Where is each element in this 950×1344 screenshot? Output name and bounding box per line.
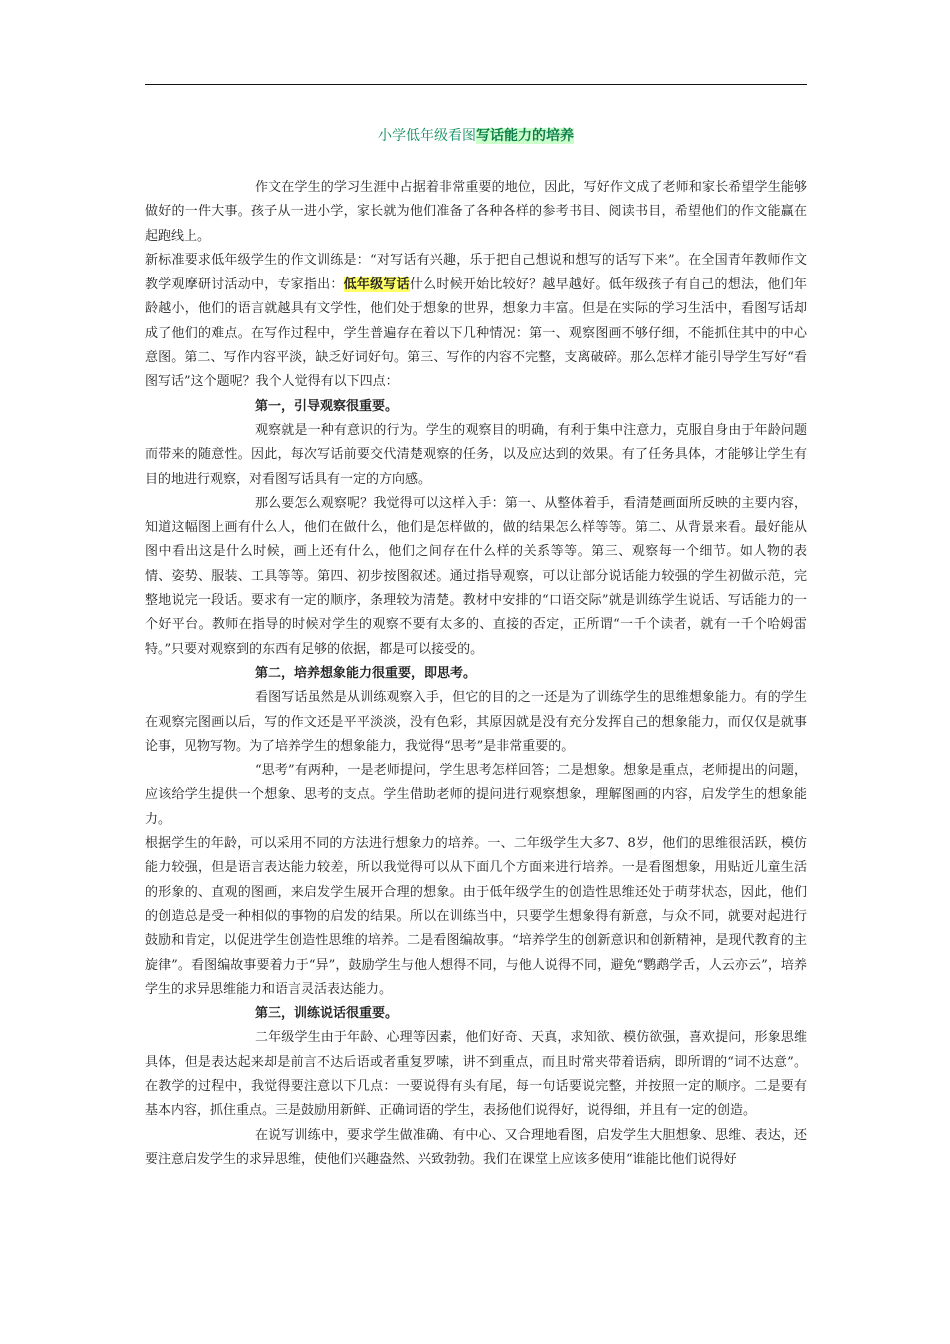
document-body	[145, 176, 807, 1172]
section-heading-1: 第一，引导观察很重要。	[255, 398, 399, 414]
paragraph-2	[145, 249, 807, 395]
paragraph-9: 在说写训练中，要求学生做准确、有中心、又合理地看图，启发学生大胆想象、思维、表达，还要注意启发学生的求异思维，使他们兴趣盎然、兴致勃勃。我们在课堂上应该多使用“谁能比他们说得好	[145, 1127, 807, 1167]
paragraph-3: 观察就是一种有意识的行为。学生的观察目的明确，有利于集中注意力，克服自身由于年龄问题而带来的随意性。因此，每次写话前要交代清楚观察的任务，以及应达到的效果。有了任务具体，才能够让学生有目的地进行观察，对看图写话具有一定的方向感。	[145, 422, 807, 487]
title-part2-highlight: 写话能力的培养	[476, 128, 574, 144]
paragraph-4: 那么要怎么观察呢？我觉得可以这样入手：第一、从整体着手，看清楚画面所反映的主要内容，知道这幅图上画有什么人，他们在做什么，他们是怎样做的，做的结果怎么样等等。第二、从背景来看。最好能从图中看出这是什么时候，画上还有什么，他们之间存在什么样的关系等等。第三、观察每一个细节。如人物的表情、姿势、服装、工具等等。第四、初步按图叙述。通过指导观察，可以让部分说话能力较强的学生初做示范，完整地说完一段话。要求有一定的顺序，条理较为清楚。教材中安排的“口语交际”就是训练学生说话、写话能力的一个好平台。教师在指导的时候对学生的观察不要有太多的、直接的否定，正所谓“一千个读者，就有一千个哈姆雷特。”只要对观察到的东西有足够的依据，都是可以接受的。	[145, 495, 807, 657]
paragraph-8: 二年级学生由于年龄、心理等因素，他们好奇、天真，求知欲、模仿欲强，喜欢提问，形象思维具体，但是表达起来却是前言不达后语或者重复罗嗦，讲不到重点，而且时常夹带着语病，即所谓的“词不达意”。在教学的过程中，我觉得要注意以下几点：一要说得有头有尾，每一句话要说完整，并按照一定的顺序。二是要有基本内容，抓住重点。三是鼓励用新鲜、正确词语的学生，表扬他们说得好，说得细，并且有一定的创造。	[145, 1030, 807, 1119]
header-rule	[145, 84, 807, 85]
paragraph-6: “思考”有两种，一是老师提问，学生思考怎样回答；二是想象。想象是重点，老师提出的问题，应该给学生提供一个想象、思考的支点。学生借助老师的提问进行观察想象，理解图画的内容，启发学生的想象能力。	[145, 763, 807, 827]
paragraph-2-text-a: 新标准要求低年级学生的作文训练是：“对写话有兴趣，乐于把自己想说和想写的话写下来”。在全国青年教师作文教学观摩研讨活动中，专家指出：	[145, 252, 807, 293]
keyword-highlight: 低年级写话	[343, 277, 410, 293]
paragraph-7: 根据学生的年龄，可以采用不同的方法进行想象力的培养。一、二年级学生大多7、8岁，他们的思维很活跃，模仿能力较强，但是语言表达能力较差，所以我觉得可以从下面几个方面来进行培养。一是看图想象，用贴近儿童生活的形象的、直观的图画，来启发学生展开合理的想象。由于低年级学生的创造性思维还处于萌芽状态，因此，他们的创造总是受一种相似的事物的启发的结果。所以在训练当中，只要学生想象得有新意，与众不同，就要对起进行鼓励和肯定，以促进学生创造性思维的培养。二是看图编故事。“培养学生的创新意识和创新精神，是现代教育的主旋律”。看图编故事要着力于“异”，鼓励学生与他人想得不同，与他人说得不同，避免“鹦鹉学舌，人云亦云”，培养学生的求异思维能力和语言灵活表达能力。	[145, 836, 807, 997]
paragraph-5: 看图写话虽然是从训练观察入手，但它的目的之一还是为了训练学生的思维想象能力。有的学生在观察完图画以后，写的作文还是平平淡淡，没有色彩，其原因就是没有充分发挥自己的想象能力，而仅仅是就事论事，见物写物。为了培养学生的想象能力，我觉得“思考”是非常重要的。	[145, 690, 807, 754]
section-heading-3: 第三，训练说话很重要。	[255, 1006, 399, 1022]
title-part1: 小学低年级看图	[378, 128, 476, 144]
paragraph-1: 作文在学生的学习生涯中占据着非常重要的地位，因此，写好作文成了老师和家长希望学生能够做好的一件大事。孩子从一进小学，家长就为他们准备了各种各样的参考书目、阅读书目，希望他们的作文能赢在起跑线上。	[145, 180, 807, 244]
paragraph-2-text-b: 什么时候开始比较好？越早越好。低年级孩子有自己的想法，他们年龄越小，他们的语言就越具有文学性，他们处于想象的世界，想象力丰富。但是在实际的学习生活中，看图写话却成了他们的难点。在写作过程中，学生普遍存在着以下几种情况：第一、观察图画不够仔细，不能抓住其中的中心意图。第二、写作内容平淡，缺乏好词好句。第三、写作的内容不完整，支离破碎。那么怎样才能引导学生写好“看图写话”这个题呢？我个人觉得有以下四点：	[145, 277, 807, 390]
section-heading-2: 第二，培养想象能力很重要，即思考。	[255, 665, 477, 681]
document-title	[145, 126, 807, 146]
